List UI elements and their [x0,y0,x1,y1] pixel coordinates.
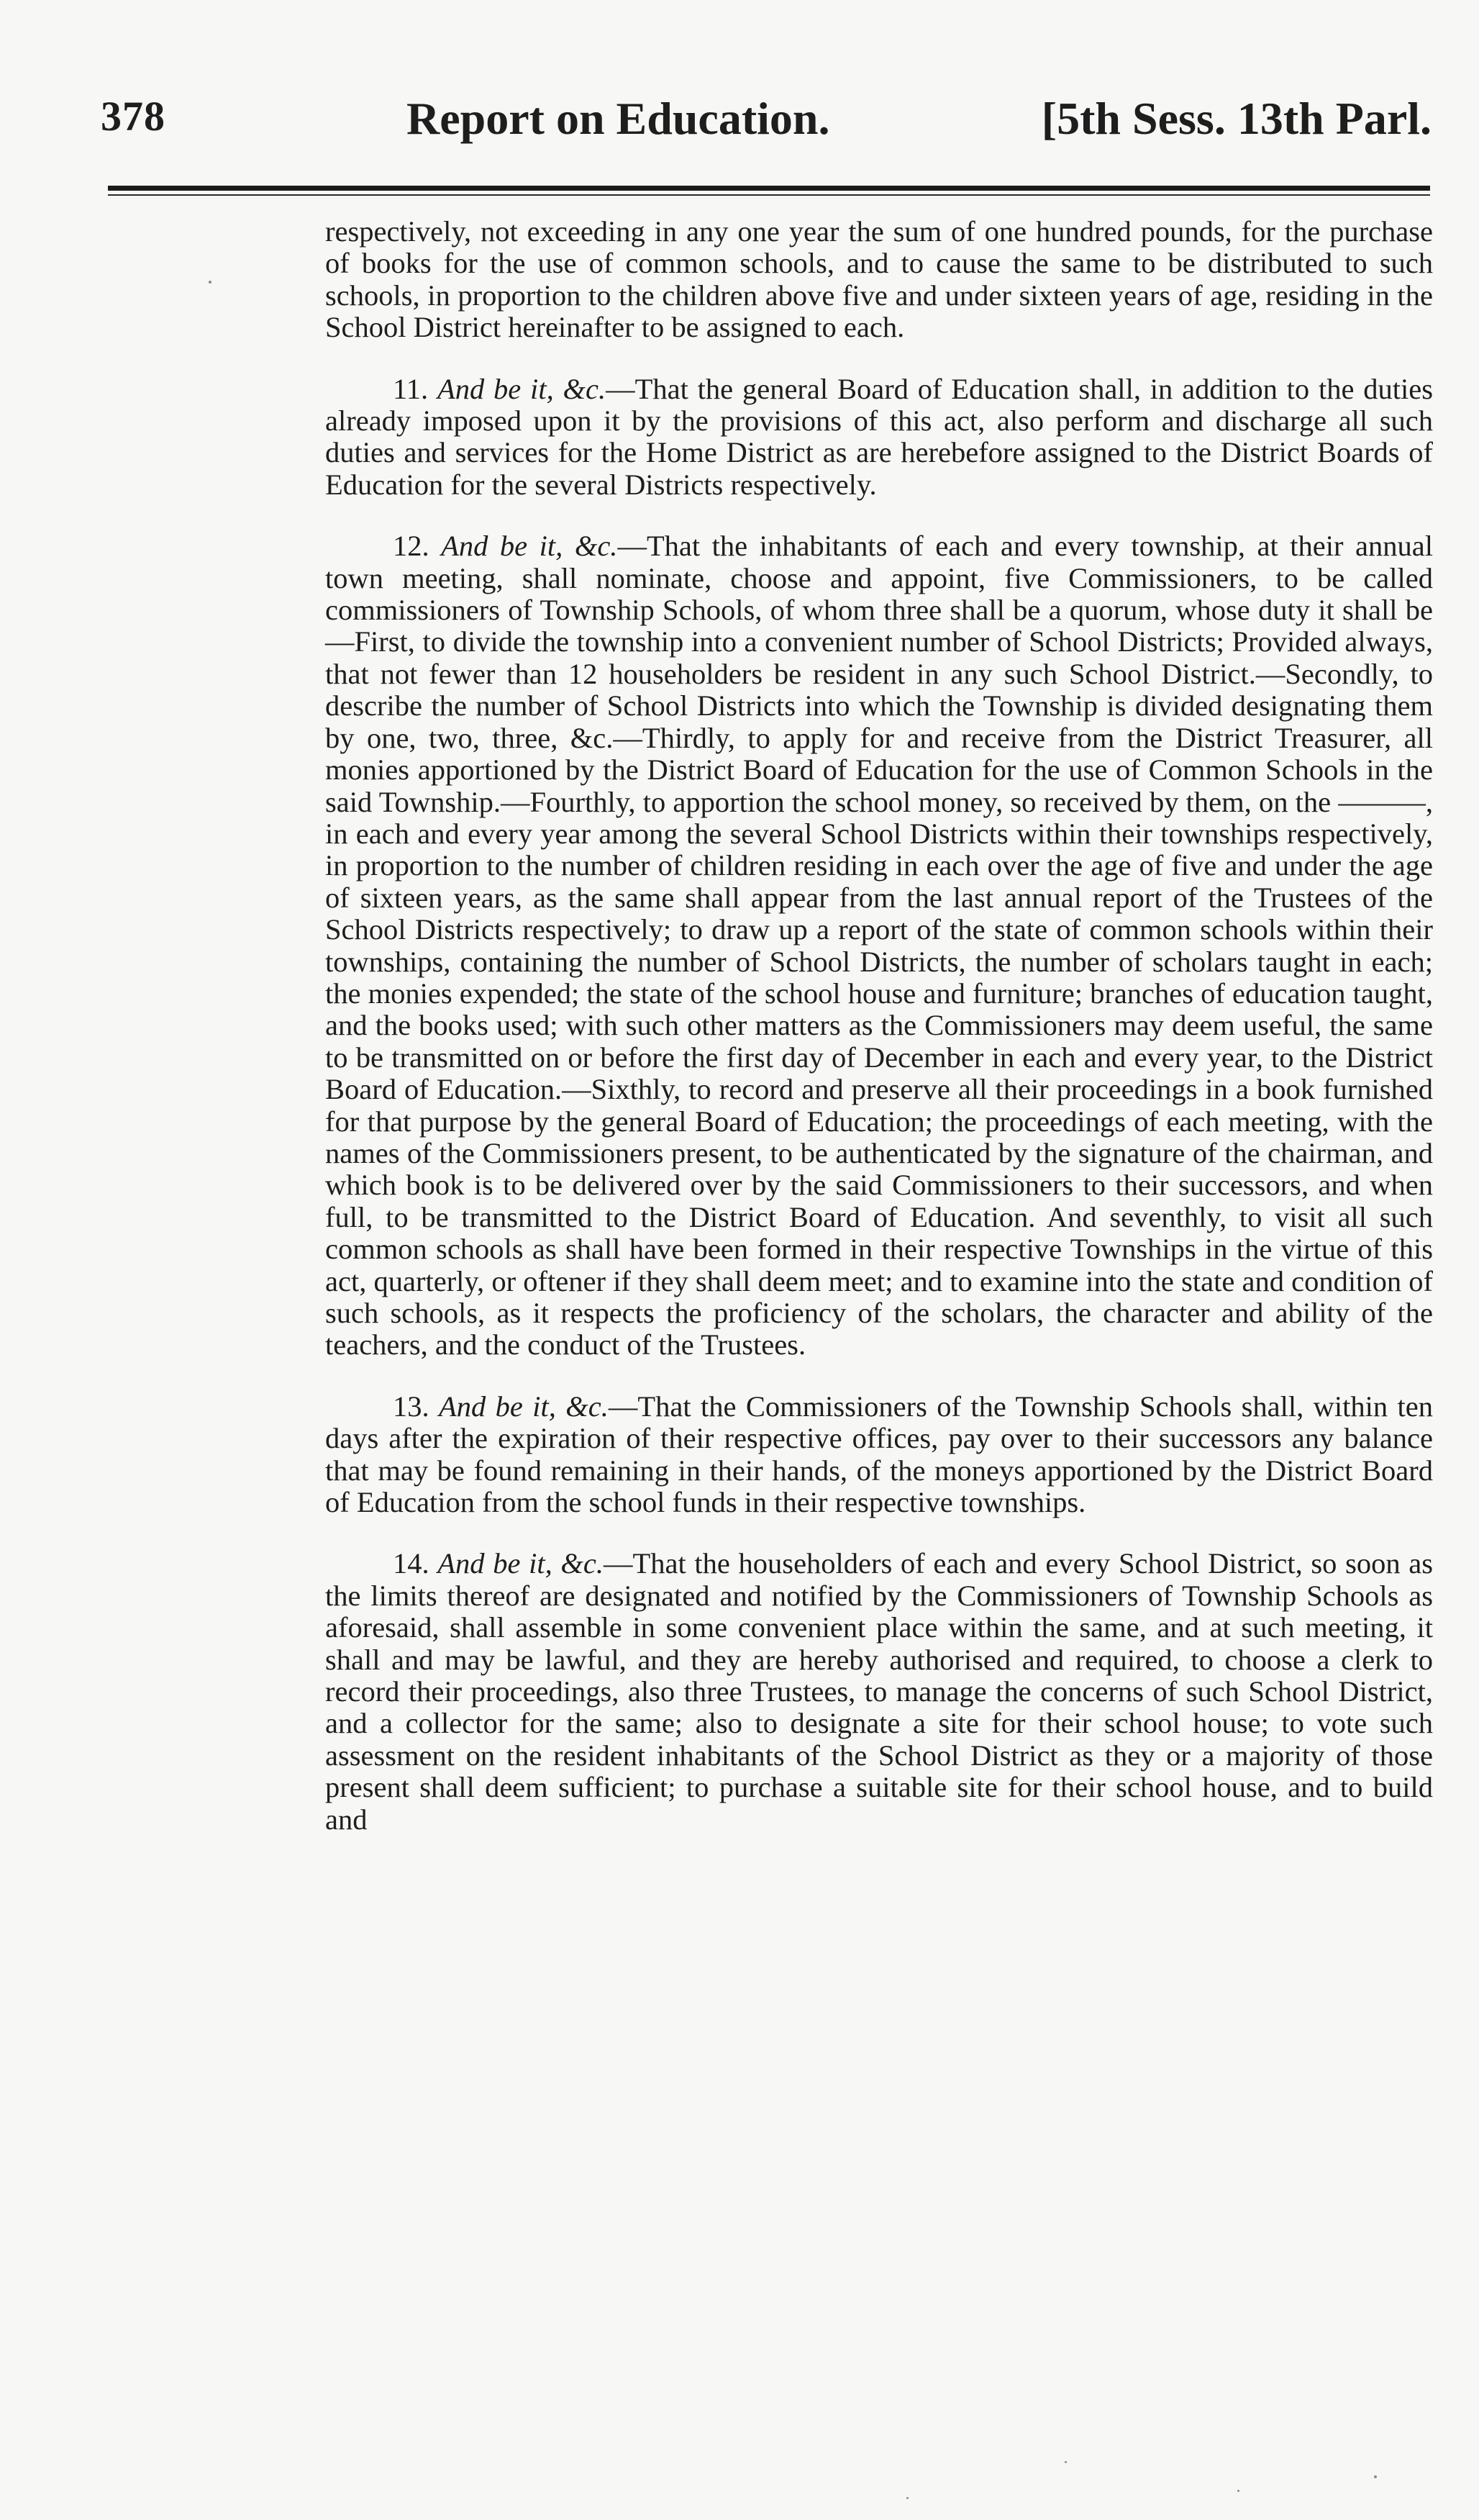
section-number: 13. [393,1390,440,1423]
enacting-clause: And be it, &c. [437,1547,604,1580]
running-title: Report on Education. [406,93,830,144]
enacting-clause: And be it, &c. [441,530,618,563]
paragraph-continued [325,216,1433,344]
section-number: 12. [393,530,442,563]
section-14 [325,1548,1433,1836]
section-text: —That the inhabitants of each and every township, at their annual town meeting, shall nominate, choose and appoint, five Commissioners, to be called commissioners of Township Schools, of whom three shall be a quorum, whose duty it shall be—First, to divide the township into a convenient number of School Districts; Provided always, that not fewer than 12 householders be resident in any such School District.—Secondly, to describe the number of School Districts into which the Township is divided designating them by one, two, three, &c.—Thirdly, to apply for and receive from the District Treasurer, all monies apportioned by the District Board of Education for the use of Common Schools in the said Township.—Fourthly, to apportion the school money, so received by them, on the ———, in each and every year among the several School Districts within their townships respectively, in proportion to the number of children residing in each over the age of five and under the age of sixteen years, as the same shall appear from the last annual report of the Trustees of the School Districts respectively; to draw up a report of the state of common schools within their townships, containing the number of School Districts, the number of scholars taught in each; the monies expended; the state of the school house and furniture; branches of education taught, and the books used; with such other matters as the Commissioners may deem useful, the same to be transmitted on or before the first day of December in each and every year, to the District Board of Education.—Sixthly, to record and preserve all their proceedings in a book furnished for that purpose by the general Board of Education; the proceedings of each meeting, with the names of the Commissioners present, to be authenticated by the signature of the chairman, and which book is to be delivered over by the said Commissioners to their successors, and when full, to be transmitted to the District Board of Education. And seventhly, to visit all such common schools as shall have been formed in their respective Townships in the virtue of this act, quarterly, or oftener if they shall deem meet; and to examine into the state and condition of such schools, as it respects the proficiency of the scholars, the character and ability of the teachers, and the conduct of the Trustees. [325,530,1433,1361]
paper-speck [1237,2490,1239,2492]
section-13 [325,1391,1433,1519]
page-header [101,92,1432,164]
section-number: 14. [393,1547,438,1580]
enacting-clause: And be it, &c. [437,372,606,405]
body-text [325,216,1433,1865]
paper-speck [209,281,211,284]
section-text: —That the general Board of Education shall, in addition to the duties already imposed upon it by the provisions of this act, also perform and discharge all such duties and services for the Home District as are herebefore assigned to the District Boards of Education for the several Districts respectively. [325,372,1434,501]
paper-speck [1374,2475,1377,2478]
enacting-clause: And be it, &c. [439,1390,609,1423]
paragraph-text: respectively, not exceeding in any one year the sum of one hundred pounds, for the purchase of books for the use of common schools, and to cause the same to be distributed to such schools, in proportion to the children above five and under sixteen years of age, residing in the School District hereinafter to be assigned to each. [325,215,1433,344]
section-11 [325,373,1433,502]
section-number: 11. [393,372,437,405]
page-number: 378 [101,93,165,140]
header-rule-thin [108,194,1430,196]
section-text: —That the householders of each and every School District, so soon as the limits thereof are designated and notified by the Commissioners of Township Schools as aforesaid, shall assemble in some convenient place within the same, and at such meeting, it shall and may be lawful, and they are hereby authorised and required, to choose a clerk to record their proceedings, also three Trustees, to manage the concerns of such School District, and a collector for the same; also to designate a site for their school house; to vote such assessment on the resident inhabitants of the School District as they or a majority of those present shall deem sufficient; to purchase a suitable site for their school house, and to build and [325,1547,1433,1836]
paper-speck [1065,2461,1067,2463]
section-12 [325,530,1433,1361]
session-label: [5th Sess. 13th Parl. [1041,93,1432,144]
section-text: —That the Commissioners of the Township Schools shall, within ten days after the expiration of their respective offices, pay over to their successors any balance that may be found remaining in their hands, of the moneys apportioned by the District Board of Education from the school funds in their respective townships. [325,1390,1434,1519]
header-rule [108,186,1430,191]
paper-speck [906,2497,909,2499]
